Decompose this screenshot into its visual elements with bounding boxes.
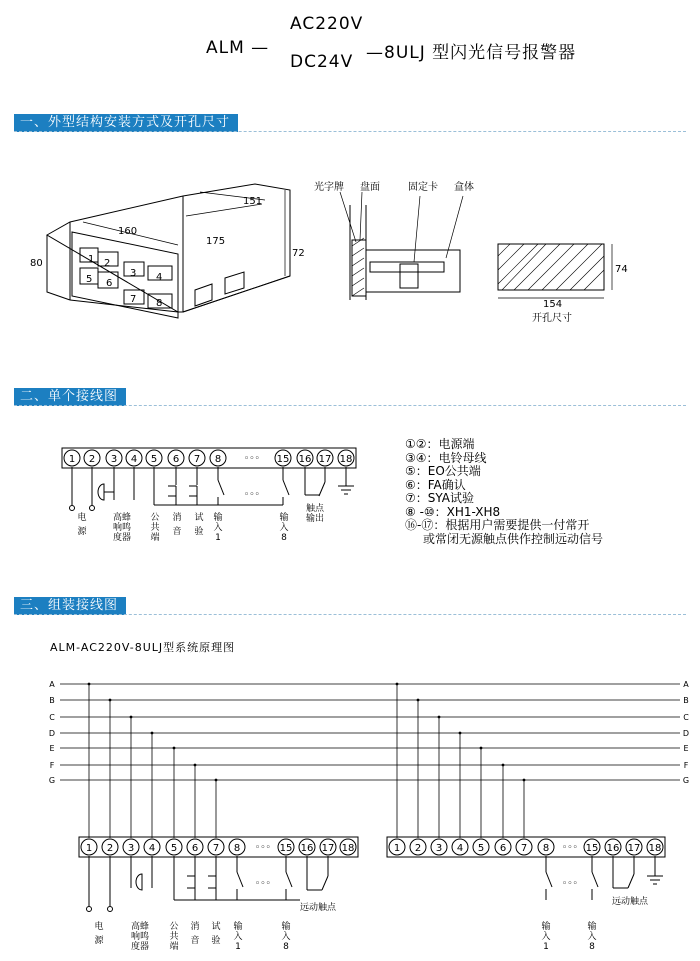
window-4: 4 [156, 272, 163, 283]
right-node-4 [459, 732, 462, 735]
single-buzzer-label-1: 响鸣 [112, 523, 132, 533]
right-node-5 [480, 747, 483, 750]
single-dots: ◦◦◦ [244, 454, 260, 464]
group-left-terminal-label-4: 4 [148, 843, 156, 854]
group-left-terminal-label-6: 6 [191, 843, 199, 854]
group-test-label-1: 验 [211, 936, 221, 946]
bus-label-right-A: A [683, 680, 689, 689]
group-right-terminal-label-2: 2 [414, 843, 422, 854]
title-prefix: ALM — [206, 38, 270, 58]
window-1: 1 [88, 254, 95, 265]
group-left-dots-2: ◦◦◦ [255, 879, 271, 889]
right-node-2 [417, 699, 420, 702]
bell-icon [98, 484, 104, 500]
single-common-label-0: 公 [150, 513, 160, 523]
group-mute-label-0: 消 [190, 922, 200, 932]
single-terminal-label-2: 2 [88, 454, 96, 465]
group-test-switch [208, 876, 216, 888]
group-mute-switch [187, 876, 195, 888]
mount-label-2: 盘面 [360, 182, 380, 193]
dim-160: 160 [118, 226, 138, 237]
group-left-remote-label: 远动触点 [299, 903, 337, 913]
single-test-label-1: 验 [194, 527, 204, 537]
dim-154: 154 [543, 299, 563, 310]
single-terminal-label-5: 5 [150, 454, 158, 465]
group-right-terminal-label-15: 15 [585, 843, 599, 854]
group-left-terminal-label-3: 3 [127, 843, 135, 854]
single-common-label-2: 端 [150, 533, 160, 543]
group-right-terminal-label-6: 6 [499, 843, 507, 854]
cutout-caption: 开孔尺寸 [532, 313, 572, 324]
left-node-7 [215, 779, 218, 782]
single-common-label-1: 共 [150, 523, 160, 533]
bus-label-right-D: D [682, 729, 690, 738]
section-header-3: 三、组装接线图 [14, 597, 126, 615]
group-in8-label-2: 8 [283, 942, 289, 952]
bus-label-right-F: F [683, 761, 689, 770]
group-left-terminal-label-2: 2 [106, 843, 114, 854]
section-divider-2 [14, 405, 686, 406]
legend-line-1: ①②：电源端 [405, 437, 475, 451]
group-right-terminal-label-16: 16 [606, 843, 620, 854]
section-divider-1 [14, 131, 686, 132]
group-left-terminal-label-18: 18 [341, 843, 355, 854]
single-power-label-0: 电 [77, 513, 87, 523]
bus-label-left-E: E [49, 744, 55, 753]
group-right-terminal-label-3: 3 [435, 843, 443, 854]
group-power-term-2 [108, 907, 113, 912]
group-common-label-1: 共 [169, 932, 179, 942]
group-buzzer-label-0: 高蜂 [130, 922, 150, 932]
single-terminal-label-7: 7 [193, 454, 201, 465]
single-terminal-label-4: 4 [130, 454, 138, 465]
bus-label-right-E: E [683, 744, 689, 753]
mount-label-4: 盒体 [454, 182, 474, 193]
single-mute-label-1: 音 [172, 527, 182, 537]
group-left-dots: ◦◦◦ [255, 843, 271, 853]
group-right-dots: ◦◦◦ [562, 843, 578, 853]
bus-label-left-C: C [49, 713, 55, 722]
bus-label-left-B: B [49, 696, 55, 705]
single-terminal-label-6: 6 [172, 454, 180, 465]
section-header-2: 二、单个接线图 [14, 388, 126, 406]
bus-label-left-D: D [48, 729, 56, 738]
group-right-remote-label: 远动触点 [611, 897, 649, 907]
legend-line-6: ⑧ -⑩：XH1-XH8 [405, 504, 501, 519]
group-left-terminal-label-8: 8 [233, 843, 241, 854]
mount-label-3: 固定卡 [408, 182, 438, 193]
group-left-terminal-label-1: 1 [85, 843, 93, 854]
figure2-title: ALM-AC220V-8ULJ型系统原理图 [50, 641, 236, 654]
legend-line-4: ⑥：FA确认 [405, 477, 466, 492]
power-term-1 [70, 506, 75, 511]
window-3: 3 [130, 268, 137, 279]
left-node-4 [151, 732, 154, 735]
single-in8-label-2: 8 [281, 533, 287, 543]
single-in1-label-1: 入 [213, 523, 223, 533]
single-terminal-label-18: 18 [339, 454, 353, 465]
outline-drawing [0, 160, 700, 340]
group-power-label-0: 电 [94, 922, 104, 932]
single-power-label-1: 源 [77, 527, 87, 537]
group-right-terminal-label-18: 18 [648, 843, 662, 854]
right-node-6 [502, 764, 505, 767]
group-in1-label-2: 1 [235, 942, 241, 952]
mount-label-1: 光字牌 [314, 182, 344, 193]
group-left-terminal-label-17: 17 [321, 843, 335, 854]
group-right-dots-2: ◦◦◦ [562, 879, 578, 889]
group-power-term-1 [87, 907, 92, 912]
dim-80: 80 [30, 258, 43, 269]
left-node-2 [109, 699, 112, 702]
dim-175: 175 [206, 236, 226, 247]
single-terminal-label-1: 1 [68, 454, 76, 465]
group-buzzer-label-2: 度器 [130, 942, 150, 952]
group-bell-icon [136, 874, 142, 890]
group-right-terminal-label-17: 17 [627, 843, 641, 854]
bus-label-right-B: B [683, 696, 689, 705]
group-right-in8-label-1: 入 [587, 932, 597, 942]
window-7: 7 [130, 294, 137, 305]
single-terminal-label-3: 3 [110, 454, 118, 465]
group-right-terminal-label-4: 4 [456, 843, 464, 854]
group-test-label-0: 试 [211, 922, 221, 932]
single-buzzer-label-2: 度器 [112, 533, 132, 543]
single-test-label-0: 试 [194, 513, 204, 523]
group-right-in1-label-0: 输 [541, 922, 551, 932]
dim-74: 74 [615, 264, 628, 275]
group-right-terminal-label-7: 7 [520, 843, 528, 854]
right-node-7 [523, 779, 526, 782]
single-terminal-label-17: 17 [318, 454, 332, 465]
title-ac: AC220V [290, 14, 364, 34]
bus-label-right-G: G [682, 776, 690, 785]
group-in1-label-0: 输 [233, 922, 243, 932]
group-in8-label-1: 入 [281, 932, 291, 942]
mute-switch [168, 486, 176, 496]
group-power-label-1: 源 [94, 936, 104, 946]
group-common-label-0: 公 [169, 922, 179, 932]
group-right-terminal-label-5: 5 [477, 843, 485, 854]
bus-label-right-C: C [683, 713, 689, 722]
legend-line-7: ⑯-⑰：根据用户需要提供一付常开 [405, 518, 590, 532]
group-mute-label-1: 音 [190, 936, 200, 946]
legend-line-3: ⑤：EO公共端 [405, 464, 481, 478]
dim-72: 72 [292, 248, 305, 259]
single-terminal-label-8: 8 [214, 454, 222, 465]
single-terminal-label-15: 15 [276, 454, 290, 465]
left-node-5 [173, 747, 176, 750]
left-node-3 [130, 716, 133, 719]
single-contact-label-0: 触点 [305, 504, 325, 514]
group-right-terminal-label-8: 8 [542, 843, 550, 854]
group-right-in8-label-0: 输 [587, 922, 597, 932]
single-in1-label-0: 输 [213, 513, 223, 523]
legend-line-5: ⑦：SYA试验 [405, 491, 474, 505]
dim-151: 151 [243, 196, 263, 207]
single-in8-label-0: 输 [279, 513, 289, 523]
group-wiring-diagram [0, 670, 700, 961]
title-suffix: —8ULJ 型闪光信号报警器 [366, 43, 577, 63]
bus-label-left-G: G [48, 776, 56, 785]
window-6: 6 [106, 278, 113, 289]
right-node-3 [438, 716, 441, 719]
group-right-in1-label-1: 入 [541, 932, 551, 942]
group-in8-label-0: 输 [281, 922, 291, 932]
legend-line-2: ③④：电铃母线 [405, 450, 487, 465]
single-contact-label-1: 输出 [305, 514, 325, 524]
single-mute-label-0: 消 [172, 513, 182, 523]
bus-label-left-F: F [49, 761, 55, 770]
legend [405, 438, 603, 546]
group-right-terminal-label-1: 1 [393, 843, 401, 854]
power-term-2 [90, 506, 95, 511]
left-node-6 [194, 764, 197, 767]
group-buzzer-label-1: 响鸣 [130, 932, 150, 942]
group-in1-label-1: 入 [233, 932, 243, 942]
window-2: 2 [104, 258, 111, 269]
group-left-terminal-label-15: 15 [279, 843, 293, 854]
single-in1-label-2: 1 [215, 533, 221, 543]
group-right-in1-label-2: 1 [543, 942, 549, 952]
window-8: 8 [156, 298, 163, 309]
legend-line-8: 或常闭无源触点供作控制远动信号 [423, 531, 604, 546]
right-node-1 [396, 683, 399, 686]
group-left-terminal-label-16: 16 [300, 843, 314, 854]
section-header-1: 一、外型结构安装方式及开孔尺寸 [14, 114, 238, 132]
single-in8-label-1: 入 [279, 523, 289, 533]
bus-label-left-A: A [49, 680, 55, 689]
window-5: 5 [86, 274, 93, 285]
single-terminal-label-16: 16 [298, 454, 312, 465]
single-dots-2: ◦◦◦ [244, 490, 260, 500]
group-left-terminal-label-7: 7 [212, 843, 220, 854]
title-dc: DC24V [290, 52, 354, 72]
group-left-terminal-label-5: 5 [170, 843, 178, 854]
group-right-in8-label-2: 8 [589, 942, 595, 952]
single-wiring-diagram [0, 440, 380, 560]
test-switch [189, 486, 197, 496]
group-common-label-2: 端 [169, 942, 179, 952]
left-node-1 [88, 683, 91, 686]
section-divider-3 [14, 614, 686, 615]
single-buzzer-label-0: 高蜂 [112, 513, 132, 523]
